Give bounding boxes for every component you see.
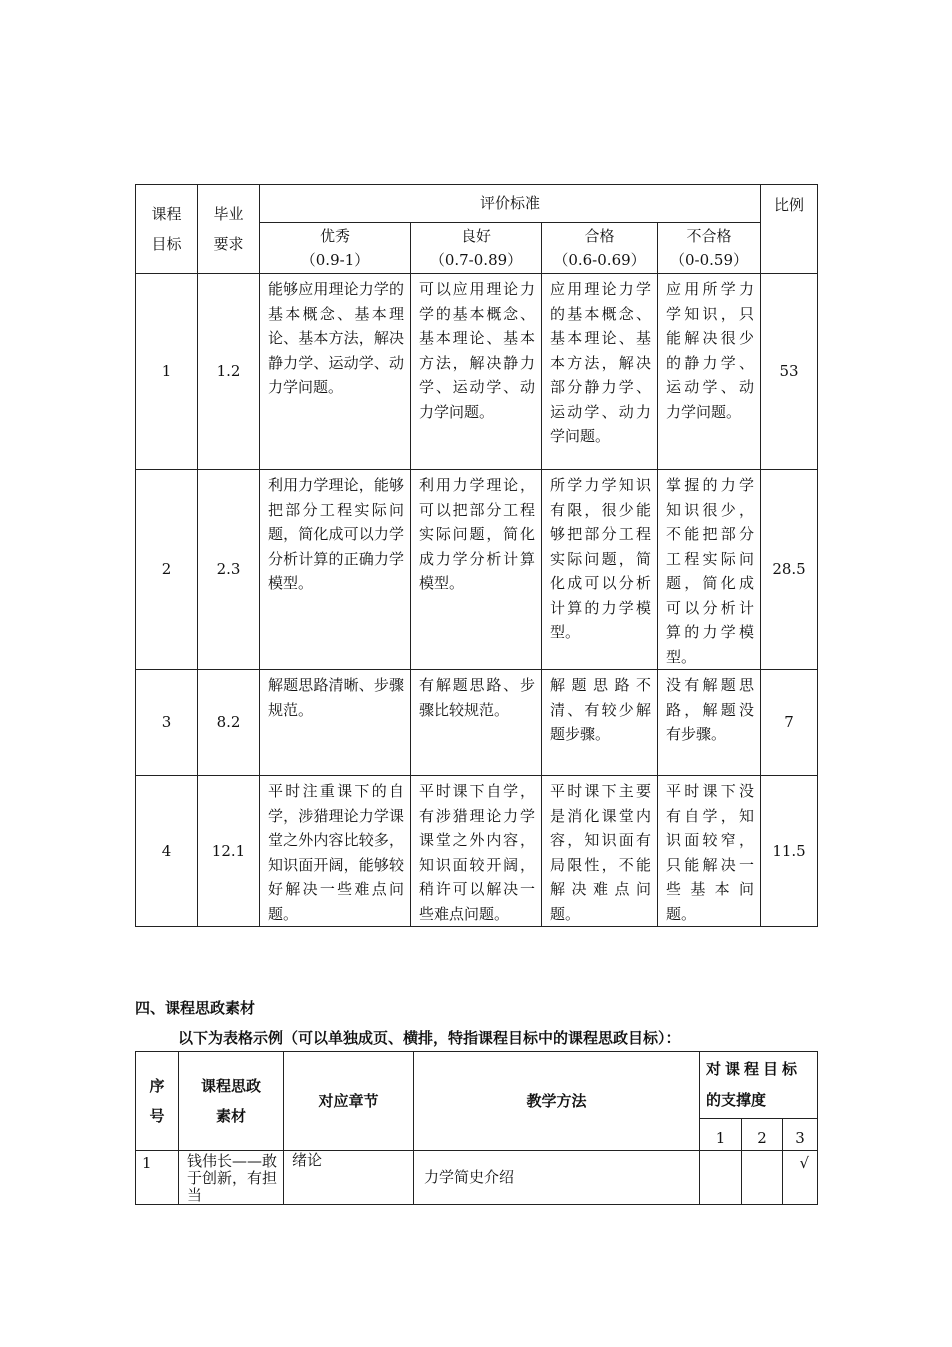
- grad-req-cell: 1.2: [198, 274, 260, 470]
- header-level-good: 良好 （0.7-0.89）: [411, 223, 542, 274]
- header-criteria: 评价标准: [260, 185, 761, 223]
- table-row: [136, 274, 818, 470]
- header-level-pass: 合格 （0.6-0.69）: [542, 223, 658, 274]
- goal-2-cell: [742, 1151, 783, 1205]
- section-note: 以下为表格示例（可以单独成页、横排，特指课程目标中的课程思政目标）：: [178, 1029, 681, 1047]
- course-goal-cell: 1: [136, 274, 198, 470]
- header-grad-req: 毕业 要求: [198, 185, 260, 274]
- header-course-goal: 课程 目标: [136, 185, 198, 274]
- header-support: 对课程目标 的支撑度: [700, 1052, 818, 1119]
- header-ratio: 比例: [761, 185, 818, 274]
- course-goal-cell: 4: [136, 776, 198, 927]
- course-goal-cell: 2: [136, 470, 198, 670]
- excellent-cell: 能够应用理论力学的基本概念、基本理论、基本方法，解决静力学、运动学、动力学问题。: [260, 274, 411, 470]
- grad-req-cell: 12.1: [198, 776, 260, 927]
- table-row: [136, 1151, 818, 1205]
- section-heading: 四、课程思政素材: [135, 999, 256, 1017]
- seq-cell: 1: [136, 1151, 179, 1205]
- excellent-cell: 平时注重课下的自学，涉猎理论力学课堂之外内容比较多，知识面开阔，能够较好解决一些难点问题。: [260, 776, 411, 927]
- course-goal-cell: 3: [136, 670, 198, 776]
- excellent-cell: 利用力学理论，能够把部分工程实际问题，简化成可以力学分析计算的正确力学模型。: [260, 470, 411, 670]
- fail-cell: 应用所学力学知识，只能解决很少的静力学、运动学、动力学问题。: [658, 274, 761, 470]
- table-row: [136, 670, 818, 776]
- good-cell: 可以应用理论力学的基本概念、基本理论、基本方法，解决静力学、运动学、动力学问题。: [411, 274, 542, 470]
- header-chapter: 对应章节: [284, 1052, 414, 1151]
- header-material: 课程思政 素材: [179, 1052, 284, 1151]
- pass-cell: 应用理论力学的基本概念、基本理论、基本方法，解决部分静力学、运动学、动力学问题。: [542, 274, 658, 470]
- header-goal-2: 2: [742, 1119, 783, 1151]
- ratio-cell: 28.5: [761, 470, 818, 670]
- header-method: 教学方法: [414, 1052, 700, 1151]
- good-cell: 利用力学理论，可以把部分工程实际问题，简化成力学分析计算模型。: [411, 470, 542, 670]
- good-cell: 有解题思路、步骤比较规范。: [411, 670, 542, 776]
- header-seq: 序 号: [136, 1052, 179, 1151]
- fail-cell: 掌握的力学知识很少，不能把部分工程实际问题，简化成可以分析计算的力学模型。: [658, 470, 761, 670]
- pass-cell: 所学力学知识有限，很少能够把部分工程实际问题，简化成可以分析计算的力学模型。: [542, 470, 658, 670]
- excellent-cell: 解题思路清晰、步骤规范。: [260, 670, 411, 776]
- fail-cell: 没有解题思路，解题没有步骤。: [658, 670, 761, 776]
- header-level-excellent: 优秀 （0.9-1）: [260, 223, 411, 274]
- grad-req-cell: 8.2: [198, 670, 260, 776]
- grad-req-cell: 2.3: [198, 470, 260, 670]
- material-cell: 钱伟长——敢于创新，有担当: [179, 1151, 284, 1205]
- pass-cell: 平时课下主要是消化课堂内容，知识面有局限性，不能解决难点问题。: [542, 776, 658, 927]
- goal-1-cell: [700, 1151, 742, 1205]
- header-level-fail: 不合格 （0-0.59）: [658, 223, 761, 274]
- chapter-cell: 绪论: [284, 1151, 414, 1205]
- pass-cell: 解题思路不清、有较少解题步骤。: [542, 670, 658, 776]
- ideology-material-table: [135, 1051, 818, 1205]
- evaluation-criteria-table: [135, 184, 818, 927]
- fail-cell: 平时课下没有自学，知识面较窄，只能解决一些基本问题。: [658, 776, 761, 927]
- ratio-cell: 11.5: [761, 776, 818, 927]
- ratio-cell: 7: [761, 670, 818, 776]
- good-cell: 平时课下自学，有涉猎理论力学课堂之外内容，知识面较开阔，稍许可以解决一些难点问题。: [411, 776, 542, 927]
- header-goal-1: 1: [700, 1119, 742, 1151]
- table-row: [136, 470, 818, 670]
- table-row: [136, 776, 818, 927]
- ratio-cell: 53: [761, 274, 818, 470]
- method-cell: 力学简史介绍: [414, 1151, 700, 1205]
- header-goal-3: 3: [783, 1119, 818, 1151]
- goal-3-check: √: [783, 1151, 818, 1205]
